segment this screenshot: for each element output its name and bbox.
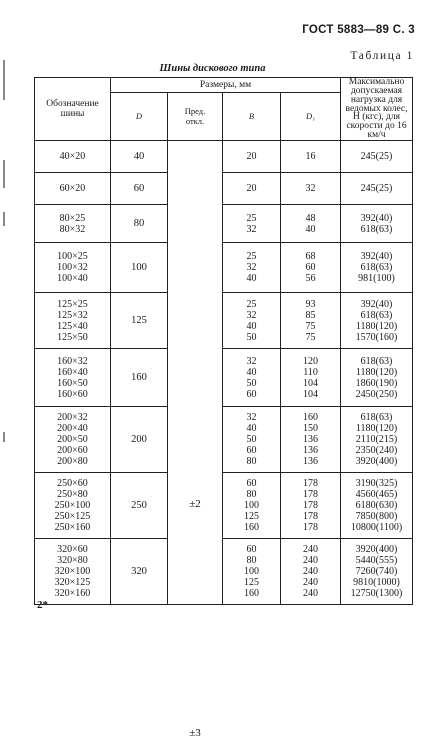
table-row <box>35 205 413 243</box>
tolerance-value: ±3 <box>189 726 201 739</box>
tolerance-value: ±2 <box>189 497 201 510</box>
d1-value: 48 40 <box>281 205 341 243</box>
table-row <box>35 141 413 173</box>
page-signature-mark: 2* <box>37 599 48 611</box>
b-value: 32 40 50 60 80 <box>223 407 281 473</box>
tire-designation: 200×32 200×40 200×50 200×60 200×80 <box>35 407 111 473</box>
tire-designation: 100×25 100×32 100×40 <box>35 243 111 293</box>
d-value: 125 <box>111 293 168 349</box>
tolerance-cell <box>168 141 223 739</box>
d-value: 250 <box>111 473 168 539</box>
binding-mark <box>3 60 5 100</box>
b-value: 60 80 100 125 160 <box>223 539 281 605</box>
header-d: D <box>111 93 168 141</box>
header-max-load: Максимально допускаемая нагрузка для ведомых колес, Н (кгс), для скорости до 16 км/ч <box>341 78 413 141</box>
d1-value: 68 60 56 <box>281 243 341 293</box>
load-value: 245(25) <box>341 173 413 205</box>
d1-value: 93 85 75 75 <box>281 293 341 349</box>
d-value: 200 <box>111 407 168 473</box>
b-value: 25 32 40 <box>223 243 281 293</box>
load-value: 245(25) <box>341 141 413 173</box>
header-tire-designation: Обозначение шины <box>35 78 111 141</box>
tire-designation: 60×20 <box>35 173 111 205</box>
page-header: ГОСТ 5883—89 С. 3 <box>302 24 415 36</box>
b-value: 60 80 100 125 160 <box>223 473 281 539</box>
table-row <box>35 349 413 407</box>
tire-designation: 125×25 125×32 125×40 125×50 <box>35 293 111 349</box>
header-tolerance: Пред. откл. <box>168 93 223 141</box>
tire-designation: 320×60 320×80 320×100 320×125 320×160 <box>35 539 111 605</box>
b-value: 20 <box>223 173 281 205</box>
b-value: 32 40 50 60 <box>223 349 281 407</box>
table-row <box>35 539 413 605</box>
b-value: 25 32 <box>223 205 281 243</box>
binding-mark <box>3 432 5 442</box>
load-value: 618(63) 1180(120) 1860(190) 2450(250) <box>341 349 413 407</box>
d-value: 160 <box>111 349 168 407</box>
header-b: B <box>223 93 281 141</box>
d1-value: 120 110 104 104 <box>281 349 341 407</box>
d1-value: 178 178 178 178 178 <box>281 473 341 539</box>
d1-value: 16 <box>281 141 341 173</box>
d-value: 100 <box>111 243 168 293</box>
d1-value: 240 240 240 240 240 <box>281 539 341 605</box>
load-value: 392(40) 618(63) <box>341 205 413 243</box>
d-value: 320 <box>111 539 168 605</box>
d-value: 60 <box>111 173 168 205</box>
load-value: 3190(325) 4560(465) 6180(630) 7850(800) 10800(1100) <box>341 473 413 539</box>
d1-value: 32 <box>281 173 341 205</box>
table-row <box>35 473 413 539</box>
tire-designation: 80×25 80×32 <box>35 205 111 243</box>
load-value: 618(63) 1180(120) 2110(215) 2350(240) 3920(400) <box>341 407 413 473</box>
table-row <box>35 173 413 205</box>
header-d1: D₁ <box>281 93 341 141</box>
load-value: 392(40) 618(63) 981(100) <box>341 243 413 293</box>
b-value: 25 32 40 50 <box>223 293 281 349</box>
tire-spec-table <box>34 77 413 739</box>
tire-designation: 160×32 160×40 160×50 160×60 <box>35 349 111 407</box>
tire-designation: 250×60 250×80 250×100 250×125 250×160 <box>35 473 111 539</box>
d-value: 40 <box>111 141 168 173</box>
load-value: 3920(400) 5440(555) 7260(740) 9810(1000) 12750(1300) <box>341 539 413 605</box>
table-row <box>35 407 413 473</box>
binding-mark <box>3 212 5 226</box>
d-value: 80 <box>111 205 168 243</box>
b-value: 20 <box>223 141 281 173</box>
load-value: 392(40) 618(63) 1180(120) 1570(160) <box>341 293 413 349</box>
binding-mark <box>3 160 5 188</box>
table-caption: Шины дискового типа <box>159 63 266 74</box>
d1-value: 160 150 136 136 136 <box>281 407 341 473</box>
table-row <box>35 243 413 293</box>
table-number-label: Таблица 1 <box>350 50 414 62</box>
table-row <box>35 293 413 349</box>
tire-designation: 40×20 <box>35 141 111 173</box>
header-dimensions: Размеры, мм <box>111 78 341 93</box>
